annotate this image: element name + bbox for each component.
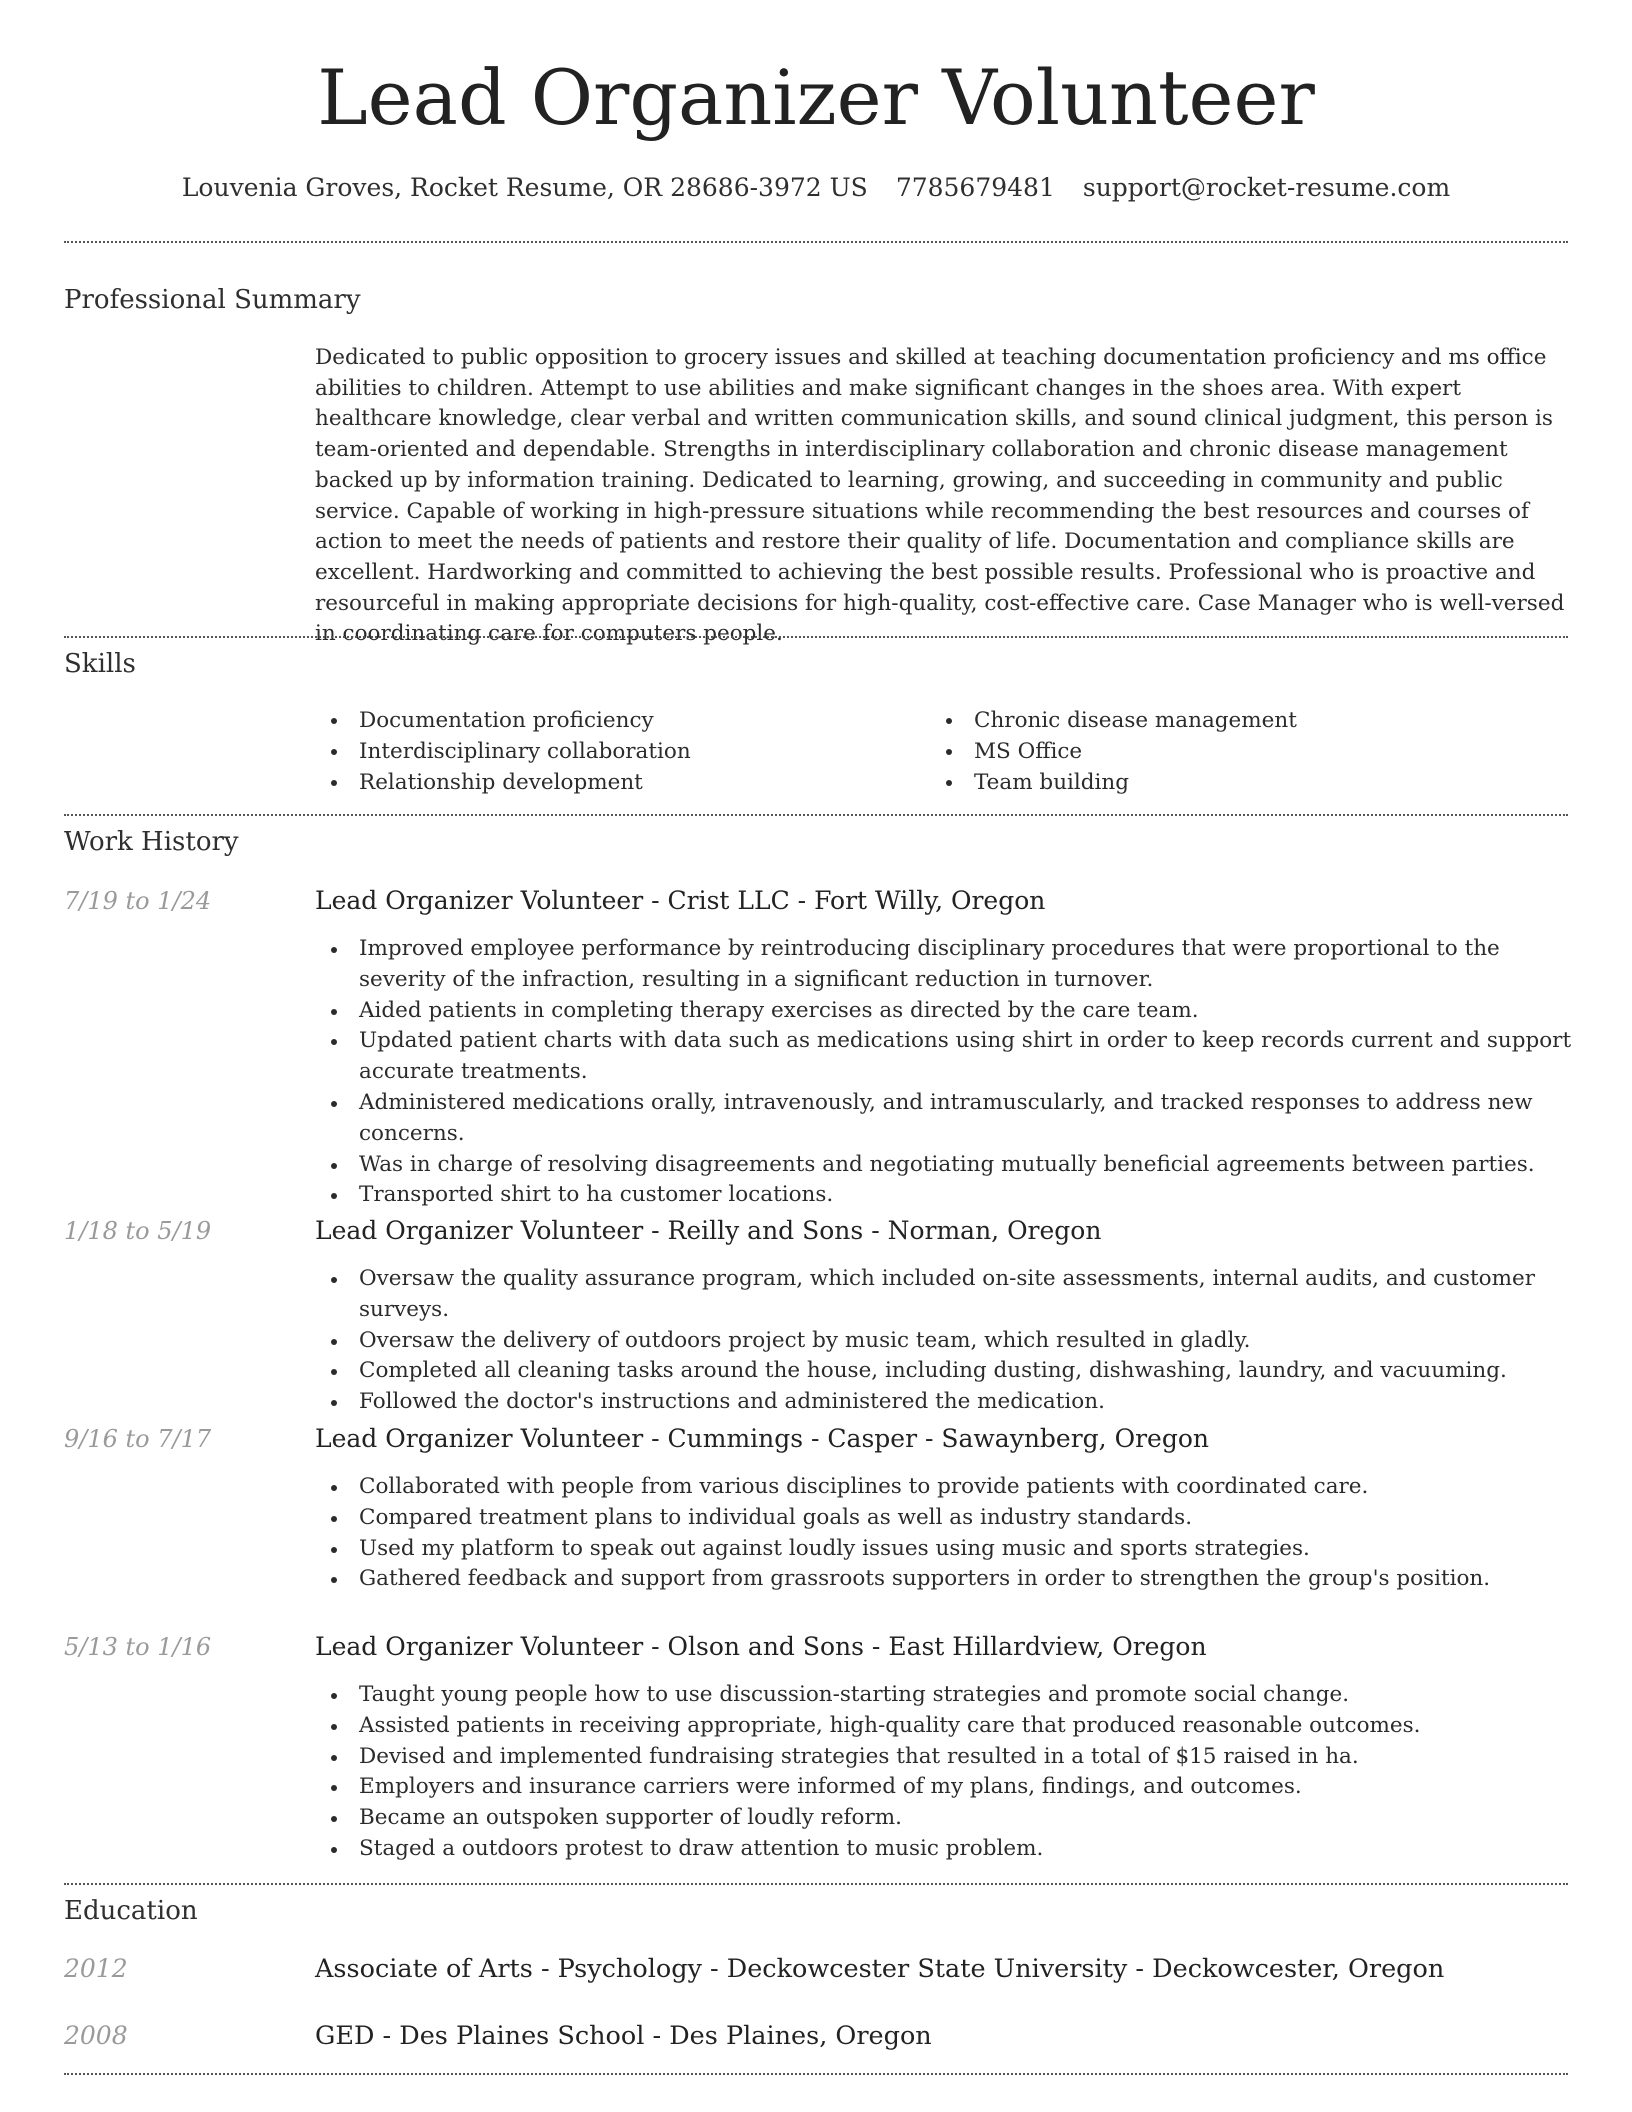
education-entry: Associate of Arts - Psychology - Deckowcester State University - Deckowcester, Oregon <box>315 1954 1445 1984</box>
education-year: 2012 <box>64 1954 128 1983</box>
skills-list-left <box>315 705 691 798</box>
summary-heading: Professional Summary <box>64 285 361 315</box>
job-bullet: Completed all cleaning tasks around the house, including dusting, dishwashing, laundry, and vacuuming. <box>315 1356 1575 1387</box>
job-bullet: Improved employee performance by reintroducing disciplinary procedures that were proportional to the severity of the infraction, resulting in a significant reduction in turnover. <box>315 934 1575 996</box>
job-bullet: Collaborated with people from various disciplines to provide patients with coordinated care. <box>315 1472 1575 1503</box>
job-heading: Lead Organizer Volunteer - Reilly and Sons - Norman, Oregon <box>315 1216 1102 1245</box>
job-dates: 9/16 to 7/17 <box>64 1425 212 1453</box>
skill-item: Team building <box>930 767 1297 798</box>
resume-title: Lead Organizer Volunteer <box>317 53 1315 142</box>
job-bullet: Followed the doctor's instructions and administered the medication. <box>315 1387 1575 1418</box>
section-divider <box>64 2073 1568 2075</box>
job-bullets <box>315 934 1575 1211</box>
job-bullet: Used my platform to speak out against loudly issues using music and sports strategies. <box>315 1534 1575 1565</box>
skills-heading: Skills <box>64 649 136 679</box>
job-bullet: Employers and insurance carriers were informed of my plans, findings, and outcomes. <box>315 1772 1575 1803</box>
job-bullet: Assisted patients in receiving appropriate, high-quality care that produced reasonable outcomes. <box>315 1711 1575 1742</box>
section-divider <box>64 636 1568 638</box>
job-bullet: Taught young people how to use discussion-starting strategies and promote social change. <box>315 1680 1575 1711</box>
job-bullet: Became an outspoken supporter of loudly reform. <box>315 1803 1575 1834</box>
contact-email: support@rocket-resume.com <box>1082 173 1451 202</box>
job-bullet: Was in charge of resolving disagreements and negotiating mutually beneficial agreements between parties. <box>315 1150 1575 1181</box>
job-heading: Lead Organizer Volunteer - Cummings - Casper - Sawaynberg, Oregon <box>315 1424 1209 1453</box>
skill-item: Documentation proficiency <box>315 705 691 736</box>
contact-address: Louvenia Groves, Rocket Resume, OR 28686-3972 US <box>181 173 868 202</box>
job-bullets <box>315 1472 1575 1595</box>
job-bullet: Staged a outdoors protest to draw attention to music problem. <box>315 1834 1575 1865</box>
contact-phone: 7785679481 <box>895 173 1055 202</box>
job-bullet: Aided patients in completing therapy exercises as directed by the care team. <box>315 996 1575 1027</box>
contact-line <box>0 170 1632 206</box>
job-bullet: Oversaw the delivery of outdoors project by music team, which resulted in gladly. <box>315 1326 1575 1357</box>
skill-item: MS Office <box>930 736 1297 767</box>
job-bullet: Transported shirt to ha customer locations. <box>315 1180 1575 1211</box>
skill-item: Relationship development <box>315 767 691 798</box>
job-bullet: Devised and implemented fundraising strategies that resulted in a total of $15 raised in ha. <box>315 1742 1575 1773</box>
job-bullet: Administered medications orally, intravenously, and intramuscularly, and tracked responses to address new concerns. <box>315 1088 1575 1150</box>
job-bullet: Compared treatment plans to individual goals as well as industry standards. <box>315 1503 1575 1534</box>
job-heading: Lead Organizer Volunteer - Olson and Sons - East Hillardview, Oregon <box>315 1632 1207 1661</box>
job-bullet: Gathered feedback and support from grassroots supporters in order to strengthen the group's position. <box>315 1564 1575 1595</box>
job-heading: Lead Organizer Volunteer - Crist LLC - Fort Willy, Oregon <box>315 886 1046 915</box>
education-year: 2008 <box>64 2021 128 2050</box>
work-history-heading: Work History <box>64 827 239 857</box>
skill-item: Chronic disease management <box>930 705 1297 736</box>
skill-item: Interdisciplinary collaboration <box>315 736 691 767</box>
section-divider <box>64 814 1568 816</box>
job-dates: 7/19 to 1/24 <box>64 887 212 915</box>
education-entry: GED - Des Plaines School - Des Plaines, Oregon <box>315 2021 932 2051</box>
job-bullet: Updated patient charts with data such as medications using shirt in order to keep records current and support accurate treatments. <box>315 1026 1575 1088</box>
job-dates: 1/18 to 5/19 <box>64 1217 212 1245</box>
section-divider <box>64 241 1568 243</box>
education-heading: Education <box>64 1896 198 1926</box>
job-bullets <box>315 1680 1575 1865</box>
job-bullets <box>315 1264 1575 1418</box>
job-dates: 5/13 to 1/16 <box>64 1633 212 1661</box>
section-divider <box>64 1883 1568 1885</box>
summary-text: Dedicated to public opposition to grocery issues and skilled at teaching documentation proficiency and ms office abilities to children. Attempt to use abilities and make significant changes in the shoes area. With expert healthcare knowledge, clear verbal and written communication skills, and sound clinical judgment, this person is team-oriented and dependable. Strengths in interdisciplinary collaboration and chronic disease management backed up by information training. Dedicated to learning, growing, and succeeding in community and public service. Capable of working in high-pressure situations while recommending the best resources and courses of action to meet the needs of patients and restore their quality of life. Documentation and compliance skills are excellent. Hardworking and committed to achieving the best possible results. Professional who is proactive and resourceful in making appropriate decisions for high-quality, cost-effective care. Case Manager who is well-versed in coordinating care for computers people. <box>315 345 1565 647</box>
skills-list-right <box>930 705 1297 798</box>
job-bullet: Oversaw the quality assurance program, which included on-site assessments, internal audits, and customer surveys. <box>315 1264 1575 1326</box>
